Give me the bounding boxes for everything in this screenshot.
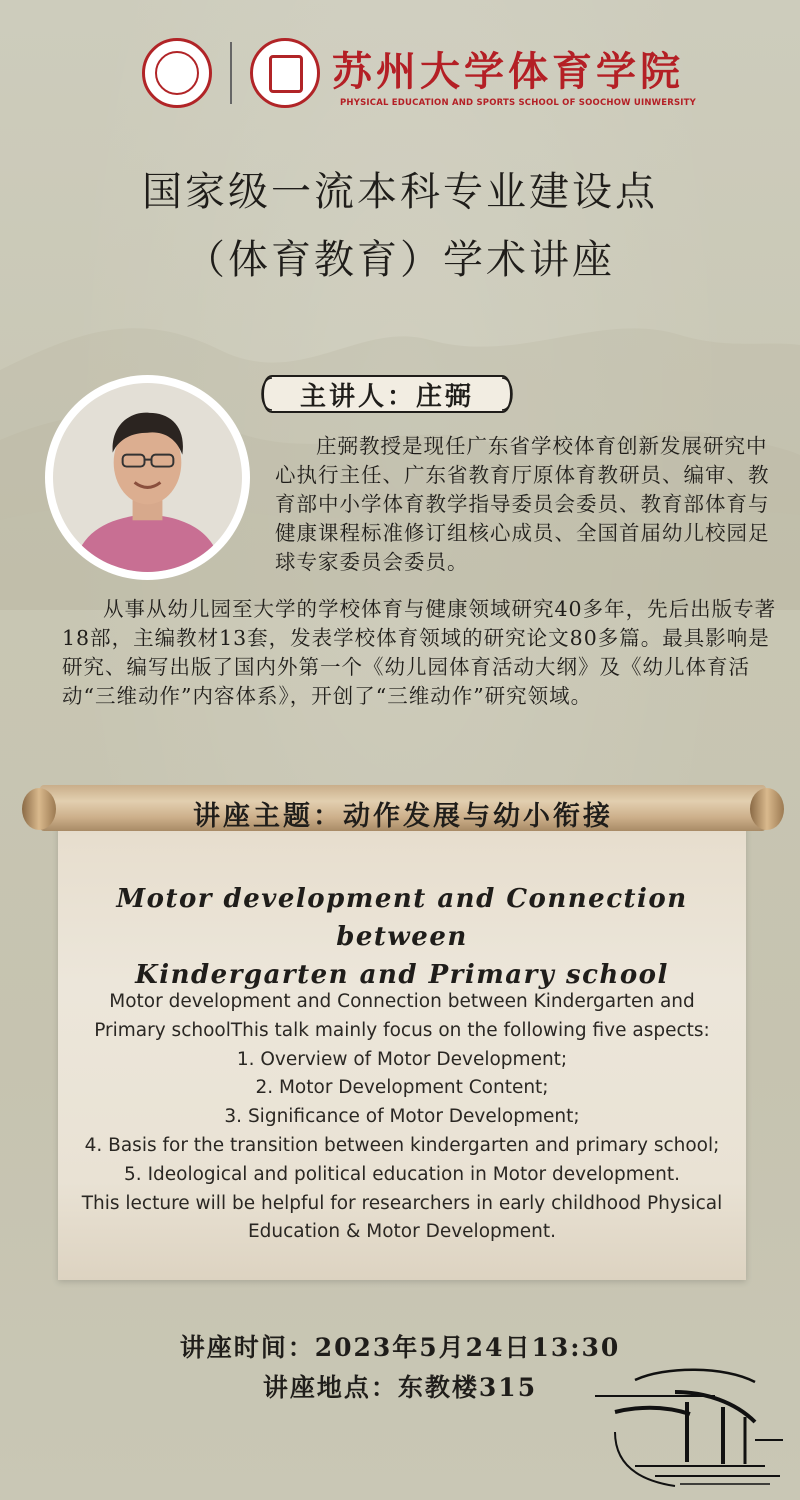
abstract-line: 5. Ideological and political education in Motor development. xyxy=(124,1163,680,1185)
lecture-abstract xyxy=(60,988,744,1247)
pe-school-seal-logo xyxy=(250,38,320,108)
abstract-line: 4. Basis for the transition between kindergarten and primary school; xyxy=(84,1134,720,1156)
speaker-photo xyxy=(45,375,250,580)
speaker-bio: 庄弼教授是现任广东省学校体育创新发展研究中心执行主任、广东省教育厅原体育教研员、编审、教育部中小学体育教学指导委员会委员、教育部体育与健康课程标准修订组核心成员、全国首届幼儿校园足球专家委员会委员。 xyxy=(275,434,770,574)
abstract-line: This lecture will be helpful for researchers in early childhood Physical xyxy=(81,1192,723,1214)
poster-title-line2: （体育教育）学术讲座 xyxy=(185,237,615,283)
abstract-line: 3. Significance of Motor Development; xyxy=(224,1106,580,1128)
abstract-line: 1. Overview of Motor Development; xyxy=(236,1048,568,1070)
poster-title-line1: 国家级一流本科专业建设点 xyxy=(142,169,658,215)
speaker-label-banner xyxy=(258,372,516,416)
lecture-topic: 讲座主题：动作发展与幼小衔接 xyxy=(193,801,613,832)
lecture-place: 讲座地点：东教楼315 xyxy=(262,1373,538,1402)
abstract-line: Motor development and Connection between Kindergarten and xyxy=(109,991,695,1012)
lecture-title-en-line1: Motor development and Connection between xyxy=(116,884,688,952)
lecture-time: 讲座时间：2023年5月24日13:30 xyxy=(179,1333,621,1362)
speaker-name: 主讲人：庄弼 xyxy=(299,382,474,412)
speaker-career: 从事从幼儿园至大学的学校体育与健康领域研究40多年，先后出版专著18部，主编教材13套，发表学校体育领域的研究论文80多篇。最具影响是研究、编写出版了国内外第一个《幼儿园体育活动大纲》及《幼儿体育活动“三维动作”内容体系》，开创了“三维动作”研究领域。 xyxy=(62,597,777,708)
lecture-title-en-line2: Kindergarten and Primary school xyxy=(135,960,669,990)
logo-divider xyxy=(230,42,232,104)
abstract-line: 2. Motor Development Content; xyxy=(255,1077,549,1099)
university-seal-logo xyxy=(142,38,212,108)
abstract-line: Primary schoolThis talk mainly focus on the following five aspects: xyxy=(94,1019,710,1041)
school-name: 苏州大学体育学院 xyxy=(332,48,684,95)
lecture-title-english xyxy=(60,880,744,994)
school-name-english: PHYSICAL EDUCATION AND SPORTS SCHOOL OF SOOCHOW UINWERSITY xyxy=(340,98,697,108)
abstract-line: Education & Motor Development. xyxy=(247,1221,557,1243)
speaker-portrait-icon xyxy=(53,383,242,572)
pavilion-line-art-icon xyxy=(595,1362,785,1492)
